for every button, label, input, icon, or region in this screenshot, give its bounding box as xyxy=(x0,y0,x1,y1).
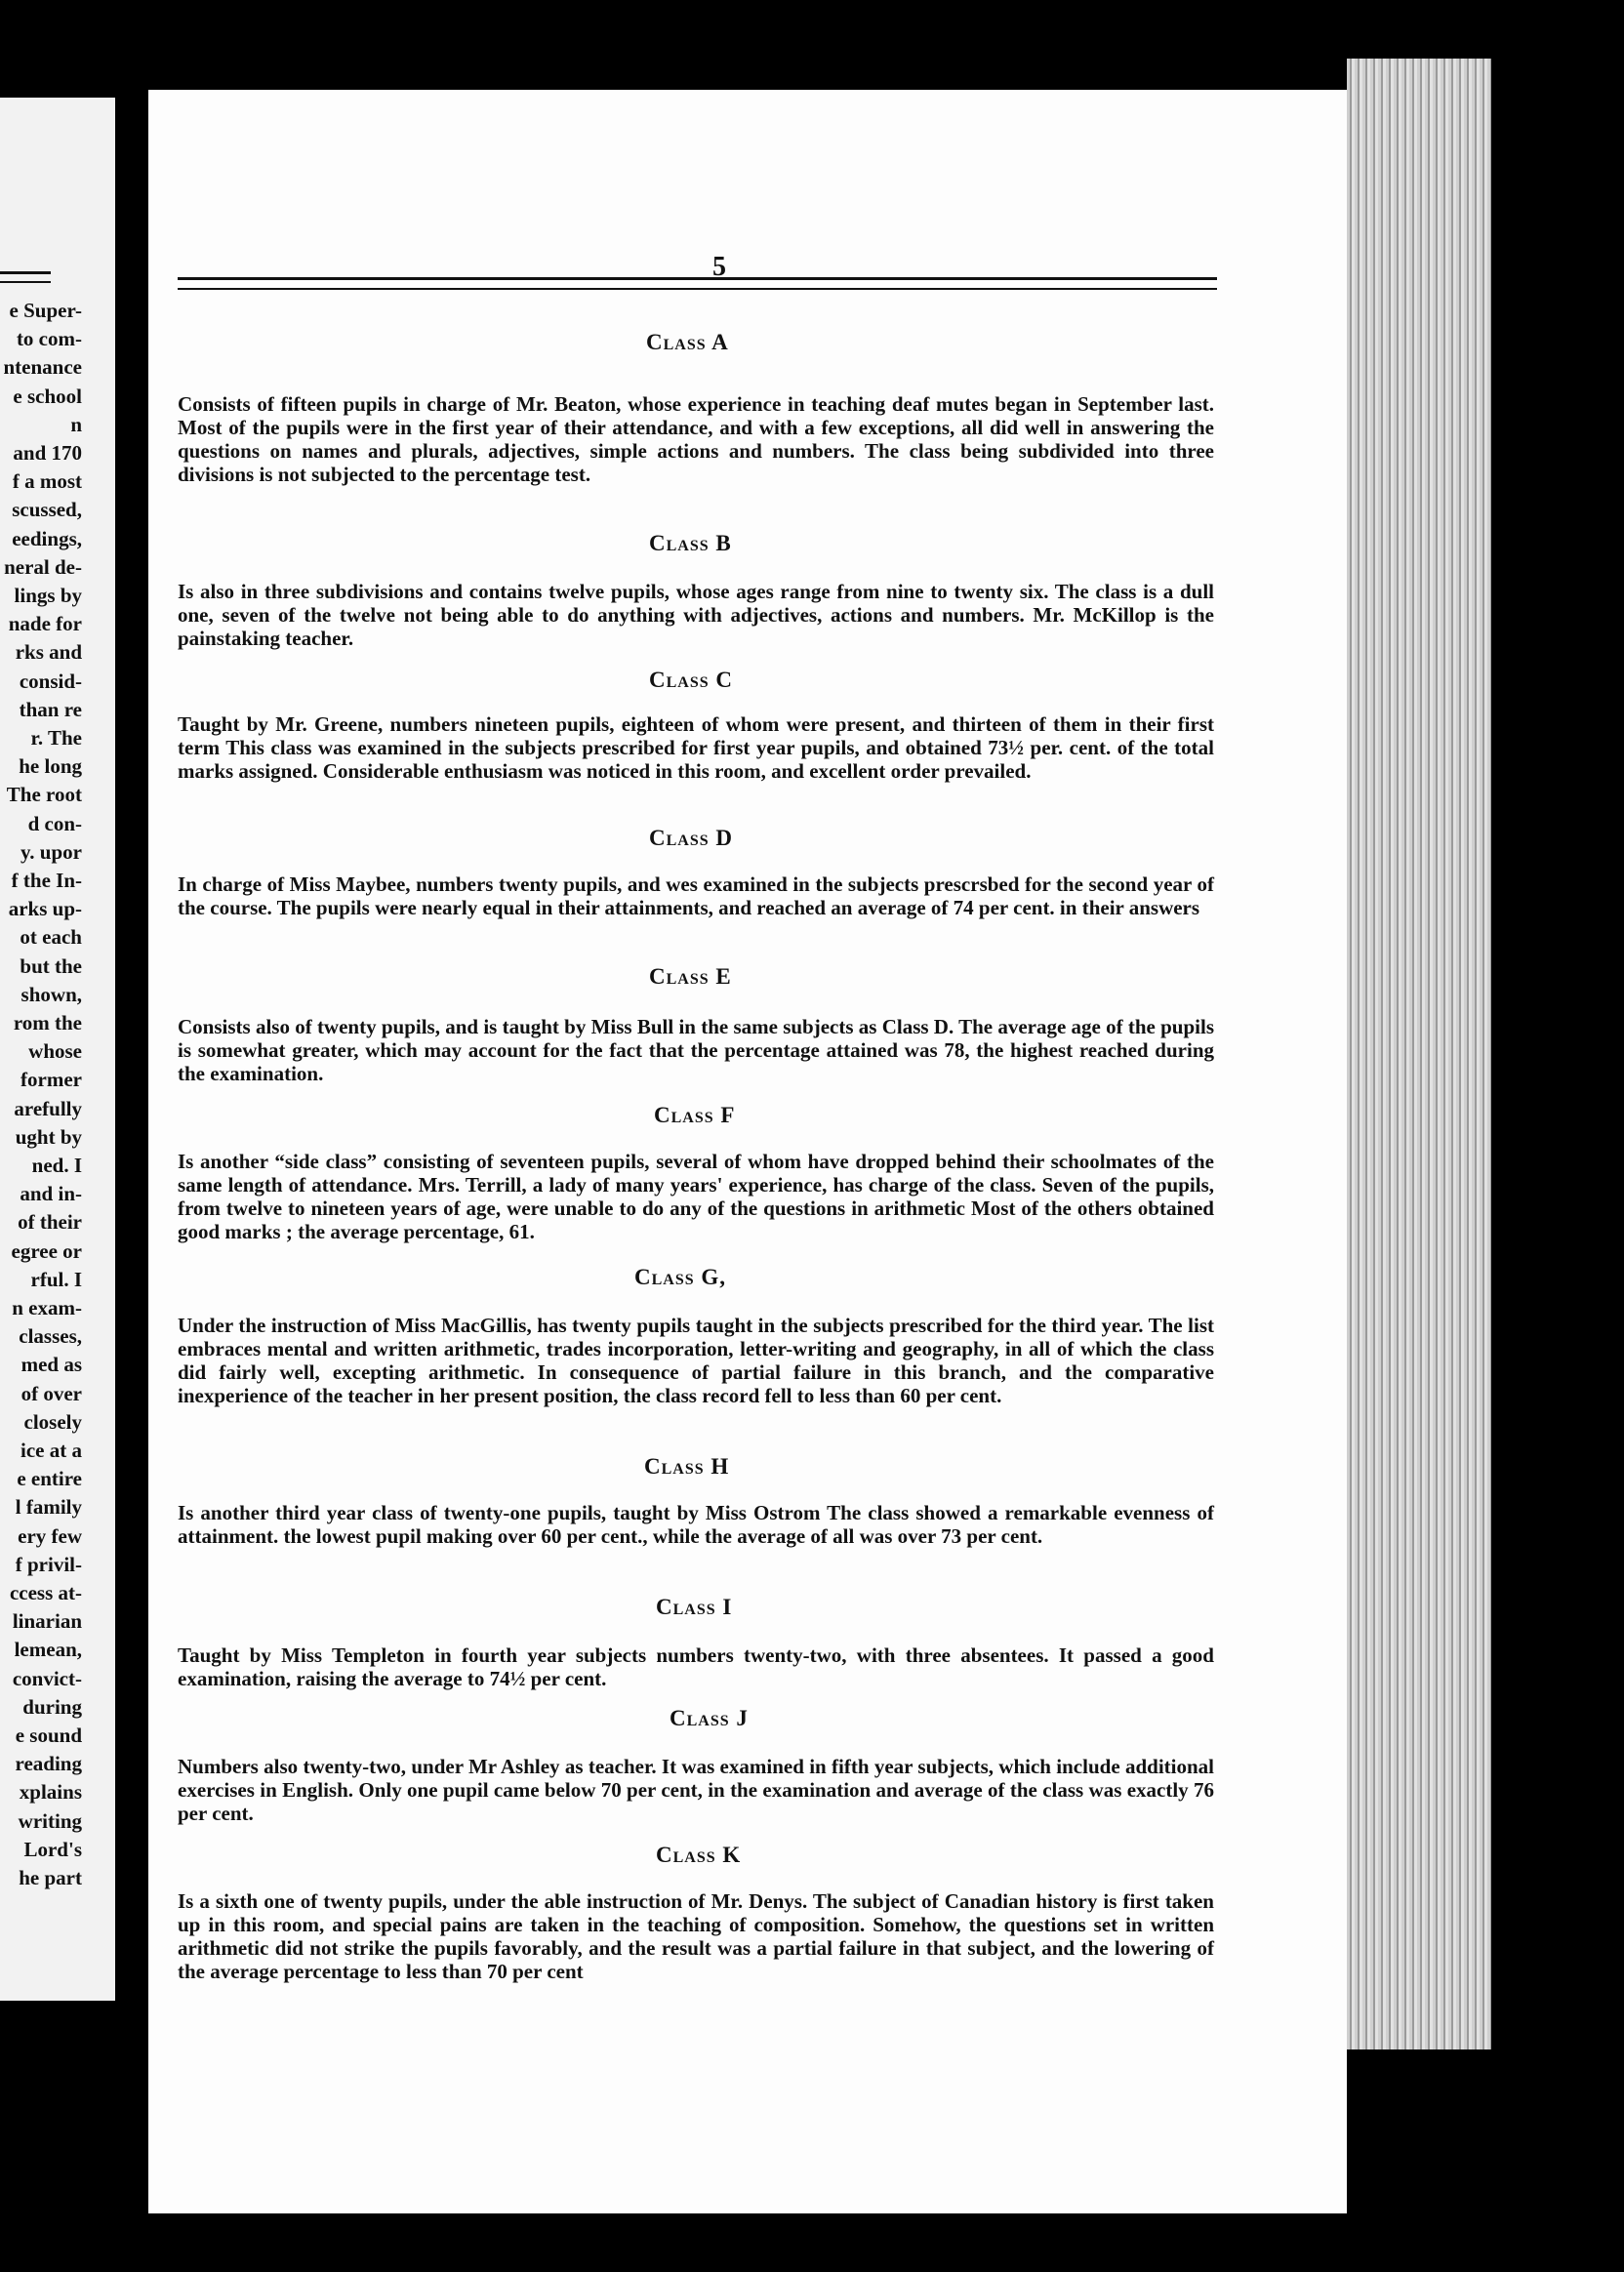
left-page-line: rful. I xyxy=(30,1267,82,1291)
left-page-line: lings by xyxy=(14,584,82,607)
page-edge-stack xyxy=(1347,59,1491,2049)
class-g-text: Under the instruction of Miss MacGillis, has twenty pupils taught in the subjects prescribed for the third year. The list embraces mental and written arithmetic, trades incorporation, letter-writing and geography, in all of which the class did fairly well, excepting arithmetic. In consequence of partial failure in this branch, and the comparative inexperience of the teacher in her present position, the class record fell to less than 60 per cent. xyxy=(178,1314,1214,1407)
class-a-text: Consists of fifteen pupils in charge of Mr. Beaton, whose experience in teaching deaf mutes began in September last. Most of the pupils were in the first year of their attendance, and with a few exceptions, all did well in answering the questions on names and plurals, adjectives, simple actions and numbers. The class being subdivided into three divisions is not subjected to the percentage test. xyxy=(178,392,1214,486)
left-page-line: reading xyxy=(15,1752,82,1776)
class-i-heading: Class I xyxy=(656,1595,733,1619)
left-page-line: scussed, xyxy=(12,498,82,522)
left-page-line: lemean, xyxy=(14,1638,82,1662)
left-page-line: he long xyxy=(19,754,82,779)
header-rule xyxy=(178,277,1217,290)
left-page-line: y. upor xyxy=(20,839,82,864)
left-page-line: e sound xyxy=(15,1724,82,1747)
left-page-line: egree or xyxy=(11,1238,82,1263)
left-page-line: convict- xyxy=(12,1666,82,1690)
left-page-line: ught by xyxy=(15,1124,82,1149)
left-page-line: than re xyxy=(19,697,82,721)
class-b-heading: Class B xyxy=(649,531,732,555)
class-i-text: Taught by Miss Templeton in fourth year subjects numbers twenty-two, with three absentees. It passed a good examination, raising the average to 74½ per cent. xyxy=(178,1643,1214,1690)
left-page-line: med as xyxy=(20,1353,82,1377)
left-page-line: rom the xyxy=(13,1011,82,1035)
left-page-line: Lord's xyxy=(23,1837,82,1861)
class-c-heading: Class C xyxy=(649,668,733,692)
class-d-text: In charge of Miss Maybee, numbers twenty pupils, and wes examined in the subjects prescrsbed for the second year of the course. The pupils were nearly equal in their attainments, and reached an average of 74 per cent. in their answers xyxy=(178,872,1214,919)
left-page-line: n xyxy=(70,412,82,436)
left-page-line: neral de- xyxy=(4,554,82,579)
left-page-line: arks up- xyxy=(8,897,82,921)
class-k-heading: Class K xyxy=(656,1843,742,1867)
left-page-line: f privil- xyxy=(15,1552,82,1576)
left-page-line: during xyxy=(22,1694,82,1719)
left-page-line: nade for xyxy=(8,612,82,636)
left-page-line: ice at a xyxy=(20,1439,82,1462)
left-page-line: eedings, xyxy=(12,526,82,550)
page-number: 5 xyxy=(712,252,726,282)
left-page-line: e entire xyxy=(17,1467,82,1491)
left-page-line: e Super- xyxy=(9,299,82,322)
class-h-heading: Class H xyxy=(644,1454,730,1479)
class-a-heading: Class A xyxy=(646,330,729,354)
left-page-line: former xyxy=(20,1068,82,1092)
left-page-rule xyxy=(0,271,51,283)
left-page-line: of over xyxy=(20,1381,82,1405)
class-c-text: Taught by Mr. Greene, numbers nineteen pupils, eighteen of whom were present, and thirteen of them in their first term This class was examined in the subjects prescribed for first year pupils, and obtained 73½ per. cent. of the total marks assigned. Considerable enthusiasm was noticed in this room, and excellent order prevailed. xyxy=(178,712,1214,783)
left-page-line: e school xyxy=(13,384,82,408)
left-page-line: of their xyxy=(18,1210,82,1235)
left-page-line: classes, xyxy=(19,1324,82,1349)
left-page-line: n exam- xyxy=(12,1296,82,1319)
left-page-line: shown, xyxy=(20,982,82,1006)
left-page-line: f the In- xyxy=(11,869,82,892)
class-e-heading: Class E xyxy=(649,964,732,989)
left-page-line: ccess at- xyxy=(9,1581,82,1604)
left-page-line: writing xyxy=(18,1808,82,1833)
left-page-line: ery few xyxy=(18,1523,82,1548)
class-j-text: Numbers also twenty-two, under Mr Ashley as teacher. It was examined in fifth year subjects, which include additional exercises in English. Only one pupil came below 70 per cent, in the examination and average of the class was exactly 76 per cent. xyxy=(178,1755,1214,1825)
left-page-line: ot each xyxy=(20,925,82,950)
left-page-line: d con- xyxy=(27,811,82,835)
left-page-line: he part xyxy=(19,1866,82,1889)
class-j-heading: Class J xyxy=(670,1706,749,1730)
class-b-text: Is also in three subdivisions and contains twelve pupils, whose ages range from nine to twenty six. The class is a dull one, seven of the twelve not being able to do anything with adjectives, actions and numbers. Mr. McKillop is the painstaking teacher. xyxy=(178,580,1214,650)
class-f-heading: Class F xyxy=(654,1103,736,1127)
left-page-line: closely xyxy=(23,1409,82,1434)
left-page-line: arefully xyxy=(14,1096,82,1120)
left-page-line: and 170 xyxy=(13,441,82,465)
class-e-text: Consists also of twenty pupils, and is taught by Miss Bull in the same subjects as Class D. The average age of the pupils is somewhat greater, which may account for the fact that the percentage attained was 78, the highest reached during the examination. xyxy=(178,1015,1214,1085)
left-page-line: but the xyxy=(20,953,82,978)
left-page-line: xplains xyxy=(19,1780,82,1805)
class-h-text: Is another third year class of twenty-one pupils, taught by Miss Ostrom The class showed a remarkable evenness of attainment. the lowest pupil making over 60 per cent., while the average of all was over 73 per cent. xyxy=(178,1501,1214,1548)
left-page-line: whose xyxy=(28,1039,82,1064)
left-page-line: The root xyxy=(6,783,82,807)
class-g-heading: Class G, xyxy=(634,1265,727,1289)
left-page-line: ned. I xyxy=(31,1154,82,1177)
left-page-line: and in- xyxy=(20,1182,82,1206)
left-page-line: ntenance xyxy=(3,355,82,380)
class-d-heading: Class D xyxy=(649,826,733,850)
class-k-text: Is a sixth one of twenty pupils, under the able instruction of Mr. Denys. The subject of Canadian history is first taken up in this room, and special pains are taken in the teaching of composition. Somehow, the questions set in written arithmetic did not strike the pupils favorably, and the result was a partial failure in that subject, and the lowering of the average percentage to less than 70 per cent xyxy=(178,1889,1214,1983)
class-f-text: Is another “side class” consisting of seventeen pupils, several of whom have dropped behind their schoolmates of the same length of attendance. Mrs. Terrill, a lady of many years' experience, has charge of the class. Seven of the pupils, from twelve to nineteen years of age, were unable to do any of the questions in arithmetic Most of the others obtained good marks ; the average percentage, 61. xyxy=(178,1150,1214,1243)
left-page-line: f a most xyxy=(12,469,82,494)
left-page-line: r. The xyxy=(30,726,82,750)
left-page-line: to com- xyxy=(16,327,82,351)
left-page-line: rks and xyxy=(15,640,82,665)
left-page-line: consid- xyxy=(19,669,82,693)
left-page-line: linarian xyxy=(12,1609,82,1634)
left-page-line: l family xyxy=(15,1495,82,1520)
